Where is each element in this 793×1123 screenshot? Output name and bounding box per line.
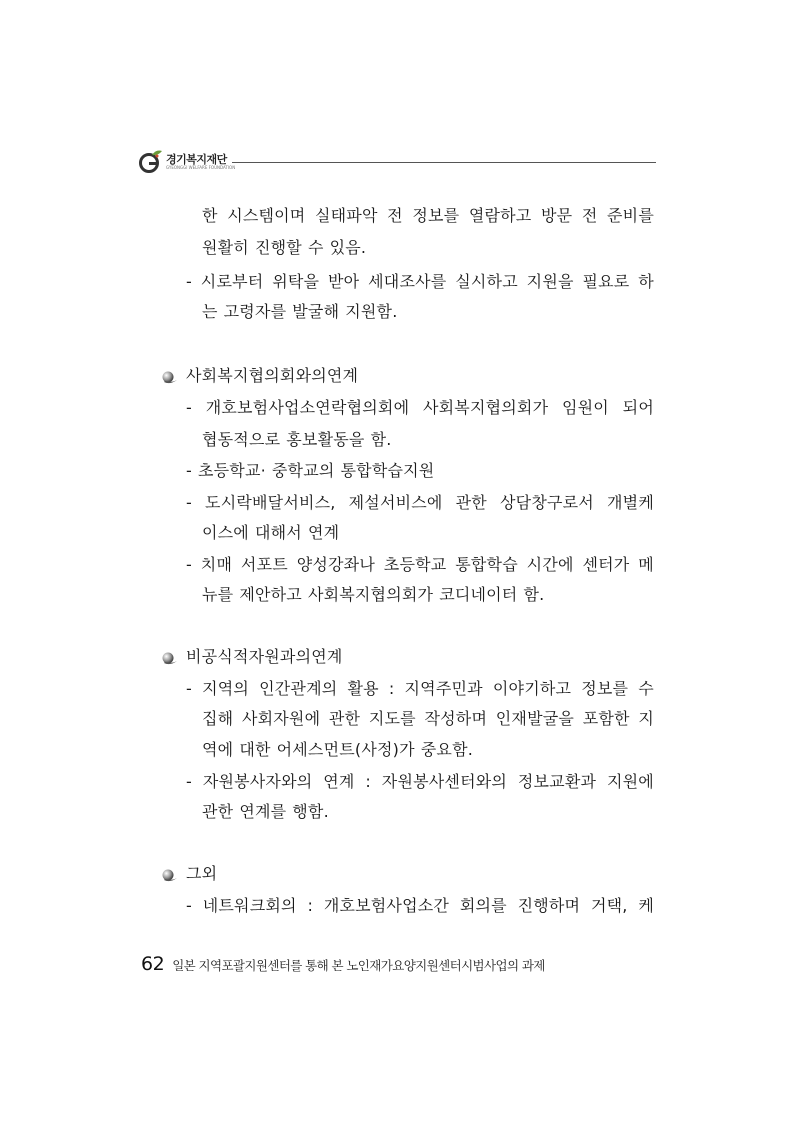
continuation-line: 한 시스템이며 실태파악 전 정보를 열람하고 방문 전 준비를 xyxy=(202,206,654,225)
bullet-item-line: - 시로부터 위탁을 받아 세대조사를 실시하고 지원을 필요로 하 xyxy=(186,272,654,291)
org-subtitle: GYEONGGI WELFARE FOUNDATION xyxy=(166,165,236,170)
bullet-item-line: - 치매 서포트 양성강좌나 초등학교 통합학습 시간에 센터가 메 xyxy=(186,555,654,574)
section-bullet-icon xyxy=(161,649,179,667)
continuation-line: 는 고령자를 발굴해 지원함. xyxy=(202,302,398,321)
section-heading: 사회복지협의회와의 연계 xyxy=(186,366,359,385)
continuation-line: 역에 대한 어세스먼트(사정)가 중요함. xyxy=(202,740,474,759)
section-bullet-icon xyxy=(161,368,179,386)
page-number: 62 xyxy=(141,953,165,975)
page-header xyxy=(138,148,656,178)
header-rule xyxy=(232,162,656,163)
continuation-line: 협동적으로 홍보활동을 함. xyxy=(202,430,392,449)
continuation-line: 집해 사회자원에 관한 지도를 작성하며 인재발굴을 포함한 지 xyxy=(202,709,654,728)
bullet-item-line: - 네트워크회의 : 개호보험사업소간 회의를 진행하며 거택, 케 xyxy=(186,896,654,915)
section-heading: 그 외 xyxy=(186,864,218,883)
bullet-item-line: - 도시락배달서비스, 제설서비스에 관한 상담창구로서 개별케 xyxy=(186,493,654,512)
org-name: 경기복지재단 xyxy=(166,153,227,166)
continuation-line: 뉴를 제안하고 사회복지협의회가 코디네이터 함. xyxy=(202,585,545,604)
bullet-item-line: - 초등학교· 중학교의 통합학습지원 xyxy=(186,461,435,480)
running-title: 일본 지역포괄지원센터를 통해 본 노인재가요양지원센터시범사업의 과제 xyxy=(172,958,545,973)
continuation-line: 관한 연계를 행함. xyxy=(202,802,329,821)
page-footer xyxy=(141,953,545,977)
section-bullet-icon xyxy=(161,866,179,884)
section-heading: 비공식적 자원과의 연계 xyxy=(186,647,343,666)
foundation-logo-icon xyxy=(138,148,164,176)
continuation-line: 이스에 대해서 연계 xyxy=(202,523,340,542)
bullet-item-line: - 자원봉사자와의 연계 : 자원봉사센터와의 정보교환과 지원에 xyxy=(186,772,654,791)
bullet-item-line: - 개호보험사업소연락협의회에 사회복지협의회가 임원이 되어 xyxy=(186,398,654,417)
continuation-line: 원활히 진행할 수 있음. xyxy=(202,238,367,257)
bullet-item-line: - 지역의 인간관계의 활용 : 지역주민과 이야기하고 정보를 수 xyxy=(186,679,654,698)
